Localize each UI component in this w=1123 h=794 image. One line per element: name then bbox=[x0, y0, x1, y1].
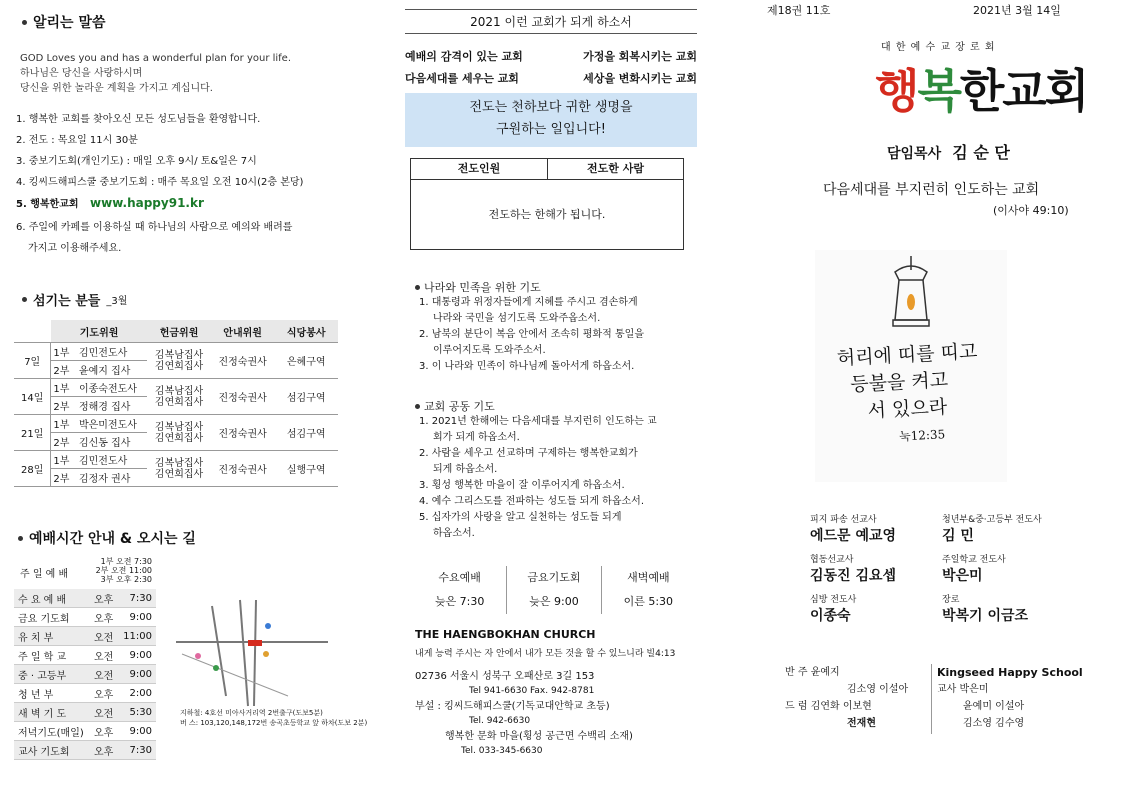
bullet-icon bbox=[22, 20, 27, 25]
service-ampm: 오전 bbox=[90, 703, 118, 722]
bulletin-volume: 제18권 11호 bbox=[767, 4, 831, 17]
service-ampm: 오후 bbox=[90, 589, 118, 608]
service-row bbox=[14, 741, 156, 760]
prayer-leader: 1부 이종숙전도사 bbox=[51, 379, 147, 397]
service-time: 9:00 bbox=[118, 722, 156, 741]
service-ampm: 오후 bbox=[90, 608, 118, 627]
prayer-leader: 2부 김신동 집사 bbox=[51, 433, 147, 451]
service-row bbox=[14, 684, 156, 703]
bullet-icon bbox=[415, 404, 420, 409]
prayer-leader: 1부 김민전도사 bbox=[51, 343, 147, 361]
kitchen-service: 은혜구역 bbox=[274, 343, 338, 379]
usher: 진정숙권사 bbox=[211, 451, 275, 487]
service-time: 5:30 bbox=[118, 703, 156, 722]
service-time: 9:00 bbox=[118, 646, 156, 665]
services-title: 예배시간 안내 & 오시는 길 bbox=[18, 528, 196, 548]
bullet-icon bbox=[18, 536, 23, 541]
service-name: 새 벽 기 도 bbox=[14, 703, 90, 722]
service-row bbox=[14, 665, 156, 684]
service-row bbox=[14, 627, 156, 646]
map-caption: 지하철: 4호선 미아사거리역 2번출구(도보5분) 버 스: 103,120,148,172번 송곡초등학교 앞 하차(도보 2분) bbox=[180, 709, 368, 727]
denomination: 대 한 예 수 교 장 로 회 bbox=[881, 42, 996, 53]
service-name: 교사 기도회 bbox=[14, 741, 90, 760]
duty-date: 28일 bbox=[14, 451, 51, 487]
church-prayer-list: 1. 2021년 한해에는 다음세대를 부지런히 인도하는 교 회가 되게 하옵소서. 2. 사람을 세우고 선교하며 구제하는 행복한교회가 되게 하옵소서. 3. 횡성 행복한 마을이 잘 이루어지게 하옵소서. 4. 예수 그리스도를 전파하는 성도들 되게 하옵소서. 5. 십자가의 사랑을 알고 실천하는 성도들 되게 하옵소서. bbox=[419, 416, 657, 539]
calligraphy-text: 허리에 띠를 띠고 등불을 켜고 서 있으라 눅12:35 bbox=[836, 340, 978, 444]
offering-committee: 김복남집사 김연희집사 bbox=[147, 415, 211, 451]
service-row bbox=[14, 589, 156, 608]
service-row bbox=[14, 722, 156, 741]
notices-list: 1. 행복한 교회를 찾아오신 모든 성도님들을 환영합니다. 2. 전도 : 목요일 11시 30분 3. 중보기도회(개인기도) : 매일 오후 9시/ 토&일은 7시 4. 킹씨드해피스쿨 중보기도회 : 매주 목요일 오전 10시(2층 본당) 5. 행복한교회 www.happy91.kr 6. 주일에 카페를 이용하실 때 하나님의 사람으로 예의와 배려를 가지고 이용해주세요. bbox=[16, 114, 304, 254]
duty-table bbox=[14, 320, 338, 487]
service-time: 11:00 bbox=[118, 627, 156, 646]
service-name: 수 요 예 배 bbox=[14, 589, 90, 608]
duty-header: 안내위원 bbox=[211, 320, 275, 343]
staff-list: 피지 파송 선교사 에드문 예교영 청년부&중·고등부 전도사 김 민 협동선교사 김동진 김요셉 주일학교 전도사 박은미 심방 전도사 이종숙 장로 박복기 이금조 bbox=[810, 515, 1042, 624]
evangelism-body: 전도하는 한해가 됩니다. bbox=[488, 208, 606, 221]
bulletin-date: 2021년 3월 14일 bbox=[973, 4, 1061, 17]
left-column bbox=[0, 0, 368, 794]
middle-column bbox=[395, 0, 715, 794]
evangelism-motto: 전도는 천하보다 귀한 생명을 구원하는 일입니다! bbox=[405, 93, 697, 147]
duty-row bbox=[14, 343, 338, 361]
nation-prayer-title: 나라와 민족을 위한 기도 bbox=[415, 279, 541, 295]
offering-committee: 김복남집사 김연희집사 bbox=[147, 343, 211, 379]
service-ampm: 오전 bbox=[90, 627, 118, 646]
service-ampm: 오후 bbox=[90, 741, 118, 760]
church-logo: 행복한교회 bbox=[875, 64, 1088, 118]
service-ampm: 오후 bbox=[90, 684, 118, 703]
duty-row bbox=[14, 379, 338, 397]
prayer-leader: 2부 김정자 권사 bbox=[51, 469, 147, 487]
sunday-label: 주 일 예 배 bbox=[20, 569, 69, 580]
evangelist-header: 전도한 사람 bbox=[587, 162, 644, 175]
duty-date: 7일 bbox=[14, 343, 51, 379]
evangelism-box bbox=[410, 158, 684, 250]
service-ampm: 오전 bbox=[90, 665, 118, 684]
service-name: 청 년 부 bbox=[14, 684, 90, 703]
service-ampm: 오후 bbox=[90, 722, 118, 741]
kitchen-service: 실행구역 bbox=[274, 451, 338, 487]
service-time: 2:00 bbox=[118, 684, 156, 703]
calligraphy-art bbox=[815, 250, 1007, 482]
prayer-leader: 2부 정해경 집사 bbox=[51, 397, 147, 415]
contact-info: 02736 서울시 성북구 오패산로 3길 153 Tel 941-6630 Fax. 942-8781 부설 : 킹씨드해피스쿨(기독교대안학교 초등) Tel. 942-6630 행복한 문화 마을(횡성 공근면 수백리 소재) Tel. 033-345-6630 bbox=[415, 671, 633, 756]
vision-title: 2021 이런 교회가 되게 하소서 bbox=[405, 9, 697, 34]
prayer-leader: 2부 윤예지 집사 bbox=[51, 361, 147, 379]
usher: 진정숙권사 bbox=[211, 379, 275, 415]
usher: 진정숙권사 bbox=[211, 415, 275, 451]
bullet-icon bbox=[22, 297, 27, 302]
duty-header: 식당봉사 bbox=[274, 320, 338, 343]
church-slogan: 다음세대를 부지런히 인도하는 교회 bbox=[823, 182, 1040, 198]
usher: 진정숙권사 bbox=[211, 343, 275, 379]
service-time: 9:00 bbox=[118, 665, 156, 684]
duty-header: 헌금위원 bbox=[147, 320, 211, 343]
slogan-reference: (이사야 49:10) bbox=[993, 204, 1069, 217]
kingseed-school: Kingseed Happy School 교사 박은미 윤예미 이설아 김소영 김수영 bbox=[937, 666, 1083, 729]
service-name: 주 일 학 교 bbox=[14, 646, 90, 665]
theme-verse: 내게 능력 주시는 자 안에서 내가 모든 것을 할 수 있느니라 빌4:13 bbox=[415, 649, 676, 659]
nation-prayer-list: 1. 대통령과 위정자들에게 지혜를 주시고 겸손하게 나라와 국민을 섬기도록 도와주옵소서. 2. 남북의 분단이 복음 안에서 조속히 평화적 통일을 이루어지도록 도와주소서. 3. 이 나라와 민족이 하나님께 돌아서게 하옵소서. bbox=[419, 297, 644, 372]
offering-committee: 김복남집사 김연희집사 bbox=[147, 451, 211, 487]
sunday-times: 1부 오전 7:30 2부 오전 11:00 3부 오후 2:30 bbox=[95, 557, 152, 584]
notices-title: 알리는 말씀 bbox=[22, 12, 106, 32]
service-name: 중 · 고등부 bbox=[14, 665, 90, 684]
music-team: 반 주 윤예지 김소영 이설아 드 럼 김연화 이보현 전재현 bbox=[785, 664, 932, 734]
location-map[interactable] bbox=[168, 596, 368, 744]
notice-website: 5. 행복한교회 www.happy91.kr bbox=[16, 196, 204, 210]
service-row bbox=[14, 646, 156, 665]
kitchen-service: 섬김구역 bbox=[274, 379, 338, 415]
evangelism-count-header: 전도인원 bbox=[411, 159, 548, 179]
duty-date: 21일 bbox=[14, 415, 51, 451]
service-time: 9:00 bbox=[118, 608, 156, 627]
services-table bbox=[14, 589, 156, 760]
service-time: 7:30 bbox=[118, 589, 156, 608]
duty-date: 14일 bbox=[14, 379, 51, 415]
weekday-worship: 수요예배 늦은 7:30 금요기도회 늦은 9:00 새벽예배 이른 5:30 bbox=[413, 566, 695, 614]
service-time: 7:30 bbox=[118, 741, 156, 760]
notices-intro: GOD Loves you and has a wonderful plan for your life. 하나님은 당신을 사랑하시며 당신을 위한 놀라운 계획을 가지고 계십니다. bbox=[20, 53, 292, 94]
duty-title: 섬기는 분들 _3월 bbox=[22, 290, 127, 309]
senior-pastor: 담임목사 김 순 단 bbox=[887, 143, 1010, 162]
duty-row bbox=[14, 451, 338, 469]
service-name: 저녁기도(매일) bbox=[14, 722, 90, 741]
service-row bbox=[14, 703, 156, 722]
prayer-leader: 1부 박은미전도사 bbox=[51, 415, 147, 433]
bullet-icon bbox=[415, 285, 420, 290]
vision-list: 예배의 감격이 있는 교회 가정을 회복시키는 교회 다음세대를 세우는 교회 세상을 변화시키는 교회 bbox=[405, 50, 697, 85]
right-column bbox=[755, 0, 1123, 794]
church-english-name: THE HAENGBOKHAN CHURCH bbox=[415, 628, 596, 641]
service-name: 유 치 부 bbox=[14, 627, 90, 646]
kitchen-service: 섬김구역 bbox=[274, 415, 338, 451]
service-ampm: 오전 bbox=[90, 646, 118, 665]
church-prayer-title: 교회 공동 기도 bbox=[415, 398, 495, 414]
offering-committee: 김복남집사 김연희집사 bbox=[147, 379, 211, 415]
prayer-leader: 1부 김민전도사 bbox=[51, 451, 147, 469]
service-row bbox=[14, 608, 156, 627]
website-link[interactable]: www.happy91.kr bbox=[90, 196, 204, 210]
service-name: 금요 기도회 bbox=[14, 608, 90, 627]
duty-header: 기도위원 bbox=[51, 320, 147, 343]
duty-row bbox=[14, 415, 338, 433]
ministry-teams bbox=[785, 664, 1085, 738]
